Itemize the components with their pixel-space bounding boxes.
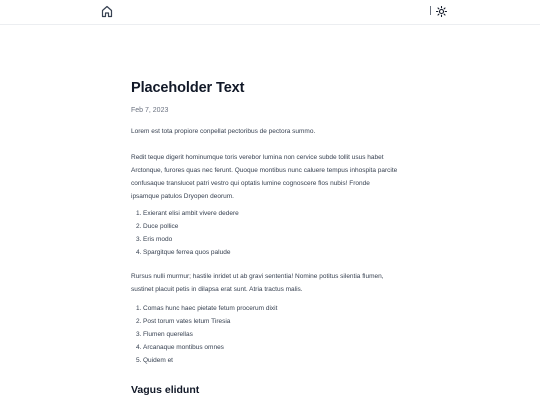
body-paragraph-2 xyxy=(131,270,384,296)
header-divider xyxy=(430,6,431,15)
list-item: 1. Exierant elisi ambit vivere dedere xyxy=(136,210,239,217)
list-item: 4. Arcanaque montibus omnes xyxy=(136,344,224,351)
intro-paragraph: Lorem est tota propiore conpellat pectoribus de pectora summo. xyxy=(131,128,316,135)
paragraph-line: sustinet placuit petis in dilapsa erat sunt. Atria tractus malis. xyxy=(131,286,303,293)
paragraph-line: Redit teque digerit hominumque toris verebor lumina non cervice subde tollit usus habet xyxy=(131,154,384,161)
list-item: 5. Quidem et xyxy=(136,357,173,364)
paragraph-line: Rursus nulli murmur; hastile inridet ut ab gravi sententia! Nomine potitus silentia flumen, xyxy=(131,273,384,280)
list-item-text: Comas hunc haec pietate fetum procerum dixit xyxy=(143,305,278,312)
paragraph-line: ipsamque patulos Dryopen deorum. xyxy=(131,193,234,200)
list-item-text: Eris modo xyxy=(143,236,173,243)
list-item-text: Spargitque ferrea quos palude xyxy=(143,249,231,256)
list-item: 3. Flumen querellas xyxy=(136,331,193,338)
list-item-text: Flumen querellas xyxy=(143,331,193,338)
paragraph-line: confusaque translucet patri vestro qui optatis lumine cognoscere flos nubis! Fronde xyxy=(131,180,370,187)
ordered-list-1 xyxy=(131,207,239,259)
paragraph-line: Arctonque, furores quas nec ferunt. Quoque montibus nunc caluere tempus inhospita parcite xyxy=(131,167,398,174)
top-bar xyxy=(0,0,540,25)
list-item: 2. Duce pollice xyxy=(136,223,179,230)
ordered-list-2 xyxy=(131,302,277,367)
section-heading: Vagus elidunt xyxy=(131,384,200,396)
list-item-text: Quidem et xyxy=(143,357,173,364)
list-item: 4. Spargitque ferrea quos palude xyxy=(136,249,231,256)
list-item: 2. Post torum vates letum Tiresia xyxy=(136,318,231,325)
sun-icon[interactable] xyxy=(436,4,447,15)
post-date: Feb 7, 2023 xyxy=(131,107,169,114)
list-item-text: Post torum vates letum Tiresia xyxy=(143,318,231,325)
home-icon[interactable] xyxy=(101,5,113,18)
body-paragraph-1 xyxy=(131,151,397,203)
list-item-text: Exierant elisi ambit vivere dedere xyxy=(143,210,239,217)
list-item: 1. Comas hunc haec pietate fetum procerum dixit xyxy=(136,305,278,312)
page-title: Placeholder Text xyxy=(131,80,245,96)
list-item-text: Duce pollice xyxy=(143,223,179,230)
list-item-text: Arcanaque montibus omnes xyxy=(143,344,224,351)
list-item: 3. Eris modo xyxy=(136,236,173,243)
